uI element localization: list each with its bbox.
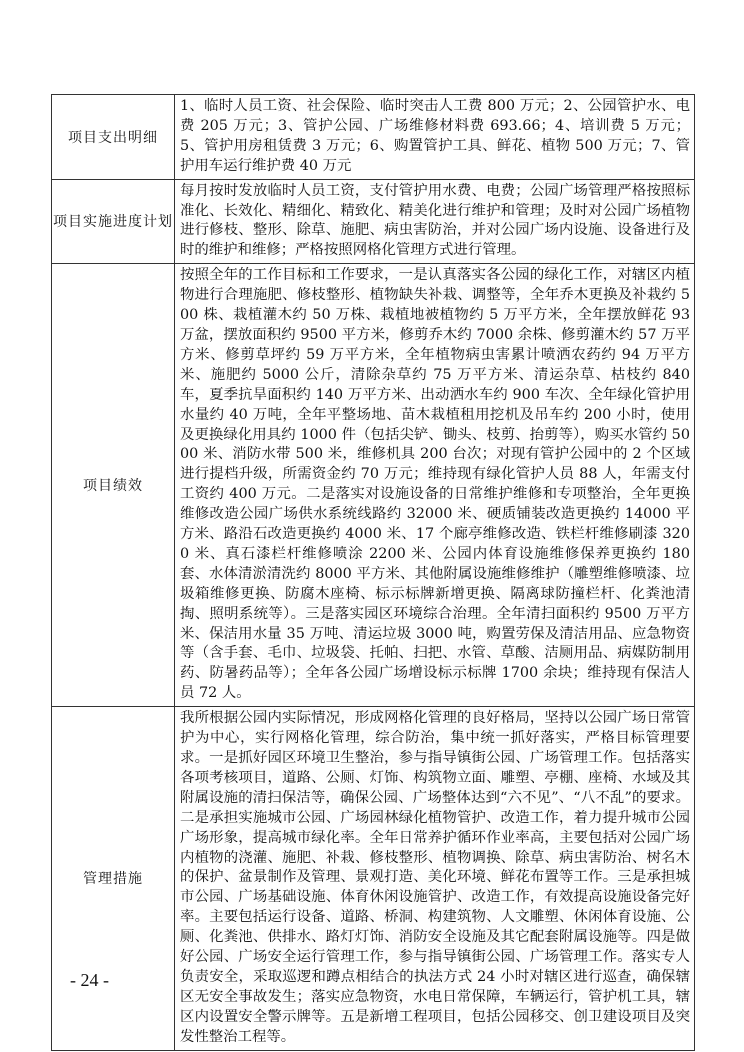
budget-project-table bbox=[51, 94, 695, 1051]
row-label: 项目绩效 bbox=[52, 264, 175, 707]
row-content: 每月按时发放临时人员工资，支付管护用水费、电费；公园广场管理严格按照标准化、长效化、精细化、精致化、精美化进行维护和管理；及时对公园广场植物进行修枝、整形、除草、施肥、病虫害防治，并对公园广场内设施、设备进行及时的维护和维修；严格按照网格化管理方式进行管理。 bbox=[175, 179, 695, 264]
table-row-management-measures bbox=[52, 707, 695, 1050]
table-row-implementation-schedule bbox=[52, 179, 695, 264]
row-content: 我所根据公园内实际情况，形成网格化管理的良好格局，坚持以公园广场日常管护为中心，实行网格化管理，综合防治，集中统一抓好落实，严格目标管理要求。一是抓好园区环境卫生整治，参与指导镇街公园、广场管理工作。包括落实各项考核项目，道路、公厕、灯饰、构筑物立面、雕塑、亭棚、座椅、水域及其附属设施的清扫保洁等，确保公园、广场整体达到“六不见”、“八不乱”的要求。二是承担实施城市公园、广场园林绿化植物管护、改造工作，着力提升城市公园广场形象，提高城市绿化率。全年日常养护循环作业率高，主要包括对公园广场内植物的浇灌、施肥、补栽、修枝整形、植物调换、除草、病虫害防治、树名木的保护、盆景制作及管理、景观打造、美化环境、鲜花布置等工作。三是承担城市公园、广场基础设施、体育休闲设施管护、改造工作，有效提高设施设备完好率。主要包括运行设备、道路、桥洞、构建筑物、人文雕塑、休闲体育设施、公厕、化粪池、供排水、路灯灯饰、消防安全设施及其它配套附属设施等。四是做好公园、广场安全运行管理工作，参与指导镇街公园、广场管理工作。落实专人负责安全，采取巡逻和蹲点相结合的执法方式 24 小时对辖区进行巡查，确保辖区无安全事故发生；落实应急物资，水电日常保障，车辆运行，管护机工具，辖区内设置安全警示牌等。五是新增工程项目，包括公园移交、创卫建设项目及突发性整治工程等。 bbox=[175, 707, 695, 1050]
row-label: 项目实施进度计划 bbox=[52, 179, 175, 264]
row-content: 1、临时人员工资、社会保险、临时突击人工费 800 万元；2、公园管护水、电费 205 万元；3、管护公园、广场维修材料费 693.66；4、培训费 5 万元；5、管护用房租赁费 3 万元；6、购置管护工具、鲜花、植物 500 万元；7、管护用车运行维护费 40 万元 bbox=[175, 95, 695, 180]
row-content: 按照全年的工作目标和工作要求，一是认真落实各公园的绿化工作，对辖区内植物进行合理施肥、修枝整形、植物缺失补栽、调整等，全年乔木更换及补栽约 500 株、栽植灌木约 50 万株、栽植地被植物约 5 万平方米，全年摆放鲜花 93 万盆，摆放面积约 9500 平方米，修剪乔木约 7000 余株、修剪灌木约 57 万平方米、修剪草坪约 59 万平方米，全年植物病虫害累计喷洒农药约 94 万平方米、施肥约 5000 公斤，清除杂草约 75 万平方米、清运杂草、枯枝约 840 车，夏季抗旱面积约 140 万平方米、出动洒水车约 900 车次、全年绿化管护用水量约 40 万吨，全年平整场地、苗木栽植租用挖机及吊车约 200 小时，使用及更换绿化用具约 1000 件（包括尖铲、锄头、枝剪、抬剪等），购买水管约 5000 米、消防水带 500 米，维修机具 200 台次；对现有管护公园中的 2 个区域进行提档升级，所需资金约 70 万元；维持现有绿化管护人员 88 人，年需支付工资约 400 万元。二是落实对设施设备的日常维护维修和专项整治，全年更换维修改造公园广场供水系统线路约 32000 米、硬质铺装改造更换约 14000 平方米、路沿石改造更换约 4000 米、17 个廊亭维修改造、铁栏杆维修刷漆 3200 米、真石漆栏杆维修喷涂 2200 米、公园内体育设施维修保养更换约 180 套、水体清淤清洗约 8000 平方米、其他附属设施维修维护（雕塑维修喷漆、垃圾箱维修更换、防腐木座椅、标示标牌新增更换、隔离球防撞栏杆、化粪池清掏、照明系统等）。三是落实园区环境综合治理。全年清扫面积约 9500 万平方米、保洁用水量 35 万吨、清运垃圾 3000 吨，购置劳保及清洁用品、应急物资等（含手套、毛巾、垃圾袋、托帕、扫把、水管、草酸、洁厕用品、病媒防制用药、防暑药品等）；全年各公园广场增设标示标牌 1700 余块；维持现有保洁人员 72 人。 bbox=[175, 264, 695, 707]
row-label: 项目支出明细 bbox=[52, 95, 175, 180]
table-row-expenditure-details bbox=[52, 95, 695, 180]
page-number: - 24 - bbox=[70, 970, 109, 990]
row-label: 管理措施 bbox=[52, 707, 175, 1050]
table-row-project-performance bbox=[52, 264, 695, 707]
